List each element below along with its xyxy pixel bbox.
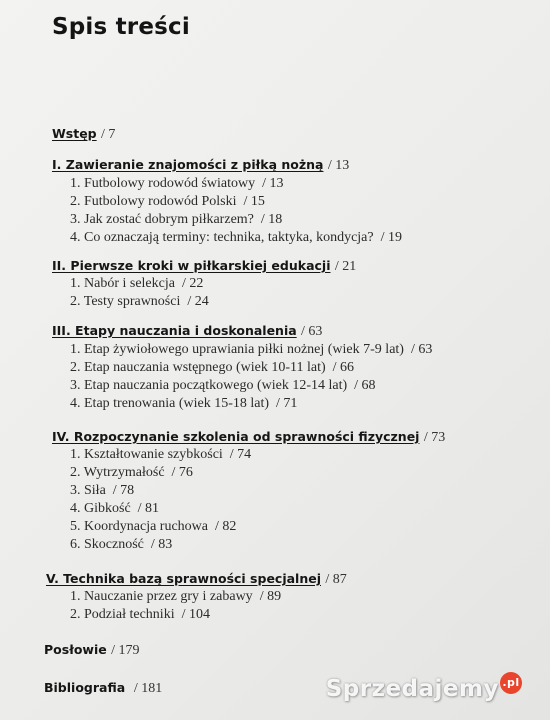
toc-page-ref: / 7	[101, 127, 116, 142]
toc-item-text: 2. Wytrzymałość	[70, 465, 165, 480]
toc-chapter-5	[46, 571, 347, 588]
toc-item	[70, 294, 209, 310]
toc-item	[70, 483, 134, 499]
toc-entry-label: Posłowie	[44, 642, 107, 657]
watermark-badge: .pl	[500, 672, 522, 694]
toc-item-text: 2. Futbolowy rodowód Polski	[70, 194, 237, 209]
toc-item-text: 5. Koordynacja ruchowa	[70, 519, 209, 534]
toc-page-ref: / 89	[259, 589, 282, 604]
toc-chapter-2	[52, 258, 356, 275]
toc-chapter-4	[52, 429, 445, 446]
toc-item	[70, 537, 172, 553]
toc-page-ref: / 24	[187, 294, 209, 309]
toc-page-ref: / 63	[410, 342, 433, 357]
toc-item-text: 1. Etap żywiołowego uprawiania piłki nożnej (wiek 7-9 lat)	[70, 342, 404, 357]
toc-entry-wstep	[52, 126, 115, 143]
toc-item-text: 1. Futbolowy rodowód światowy	[70, 176, 256, 191]
toc-item	[70, 519, 236, 535]
toc-item-text: 1. Nauczanie przez gry i zabawy	[70, 589, 253, 604]
toc-item	[70, 194, 265, 210]
watermark-text: Sprzedajemy	[325, 676, 499, 702]
toc-item-text: 1. Kształtowanie szybkości	[70, 447, 223, 462]
toc-page-ref: / 19	[380, 230, 402, 245]
toc-item-text: 1. Nabór i selekcja	[70, 276, 175, 291]
toc-page-ref: / 82	[215, 519, 237, 534]
toc-page-ref: / 21	[334, 259, 357, 274]
toc-page-ref: / 22	[181, 276, 204, 291]
toc-item	[70, 212, 282, 228]
toc-page-ref: / 66	[332, 360, 355, 375]
toc-item	[70, 276, 203, 292]
toc-page-ref: / 63	[301, 324, 323, 339]
toc-chapter-label: IV. Rozpoczynanie szkolenia od sprawności fizycznej	[52, 429, 420, 444]
toc-item	[70, 230, 402, 246]
toc-page-ref: / 15	[243, 194, 265, 209]
toc-page-ref: / 71	[276, 396, 298, 411]
toc-item-text: 3. Siła	[70, 483, 106, 498]
toc-item-text: 2. Podział techniki	[70, 607, 175, 622]
toc-item-text: 3. Jak zostać dobrym piłkarzem?	[70, 212, 254, 227]
toc-entry-bibliografia	[44, 680, 162, 697]
toc-item-text: 2. Testy sprawności	[70, 294, 181, 309]
toc-chapter-label: II. Pierwsze kroki w piłkarskiej edukacji	[52, 258, 331, 273]
toc-item-text: 4. Gibkość	[70, 501, 131, 516]
toc-page-ref: / 104	[181, 607, 210, 622]
toc-item	[70, 465, 193, 481]
toc-item	[70, 342, 432, 358]
toc-item	[70, 447, 251, 463]
toc-chapter-label: V. Technika bazą sprawności specjalnej	[46, 571, 321, 586]
toc-page-ref: / 74	[229, 447, 252, 462]
toc-item	[70, 176, 284, 192]
toc-page-ref: / 181	[133, 681, 163, 696]
toc-item-text: 2. Etap nauczania wstępnego (wiek 10-11 lat)	[70, 360, 326, 375]
toc-item-text: 4. Co oznaczają terminy: technika, taktyka, kondycja?	[70, 230, 374, 245]
toc-page-ref: / 179	[111, 643, 140, 658]
toc-item	[70, 396, 297, 412]
toc-chapter-1	[52, 157, 349, 174]
toc-entry-label: Bibliografia	[44, 680, 126, 695]
page-title: Spis treści	[52, 14, 190, 40]
toc-entry-poslowie	[44, 642, 139, 659]
toc-chapter-label: I. Zawieranie znajomości z piłką nożną	[52, 157, 324, 172]
toc-page-ref: / 81	[137, 501, 160, 516]
toc-item-text: 4. Etap trenowania (wiek 15-18 lat)	[70, 396, 270, 411]
toc-page-ref: / 87	[325, 572, 347, 587]
toc-item-text: 3. Etap nauczania początkowego (wiek 12-14 lat)	[70, 378, 348, 393]
toc-item	[70, 607, 210, 623]
toc-page-ref: / 18	[260, 212, 283, 227]
toc-page-ref: / 76	[171, 465, 193, 480]
toc-item	[70, 360, 354, 376]
watermark-logo	[326, 672, 522, 702]
toc-page-ref: / 78	[112, 483, 135, 498]
toc-page-ref: / 73	[423, 430, 446, 445]
toc-page-ref: / 13	[262, 176, 284, 191]
toc-item-text: 6. Skoczność	[70, 537, 144, 552]
toc-page-ref: / 83	[150, 537, 173, 552]
toc-item	[70, 501, 159, 517]
toc-item	[70, 378, 376, 394]
toc-page-ref: / 68	[354, 378, 376, 393]
toc-page-ref: / 13	[327, 158, 350, 173]
toc-chapter-3	[52, 323, 322, 340]
toc-item	[70, 589, 281, 605]
toc-entry-label: Wstęp	[52, 126, 97, 141]
toc-chapter-label: III. Etapy nauczania i doskonalenia	[52, 323, 297, 338]
